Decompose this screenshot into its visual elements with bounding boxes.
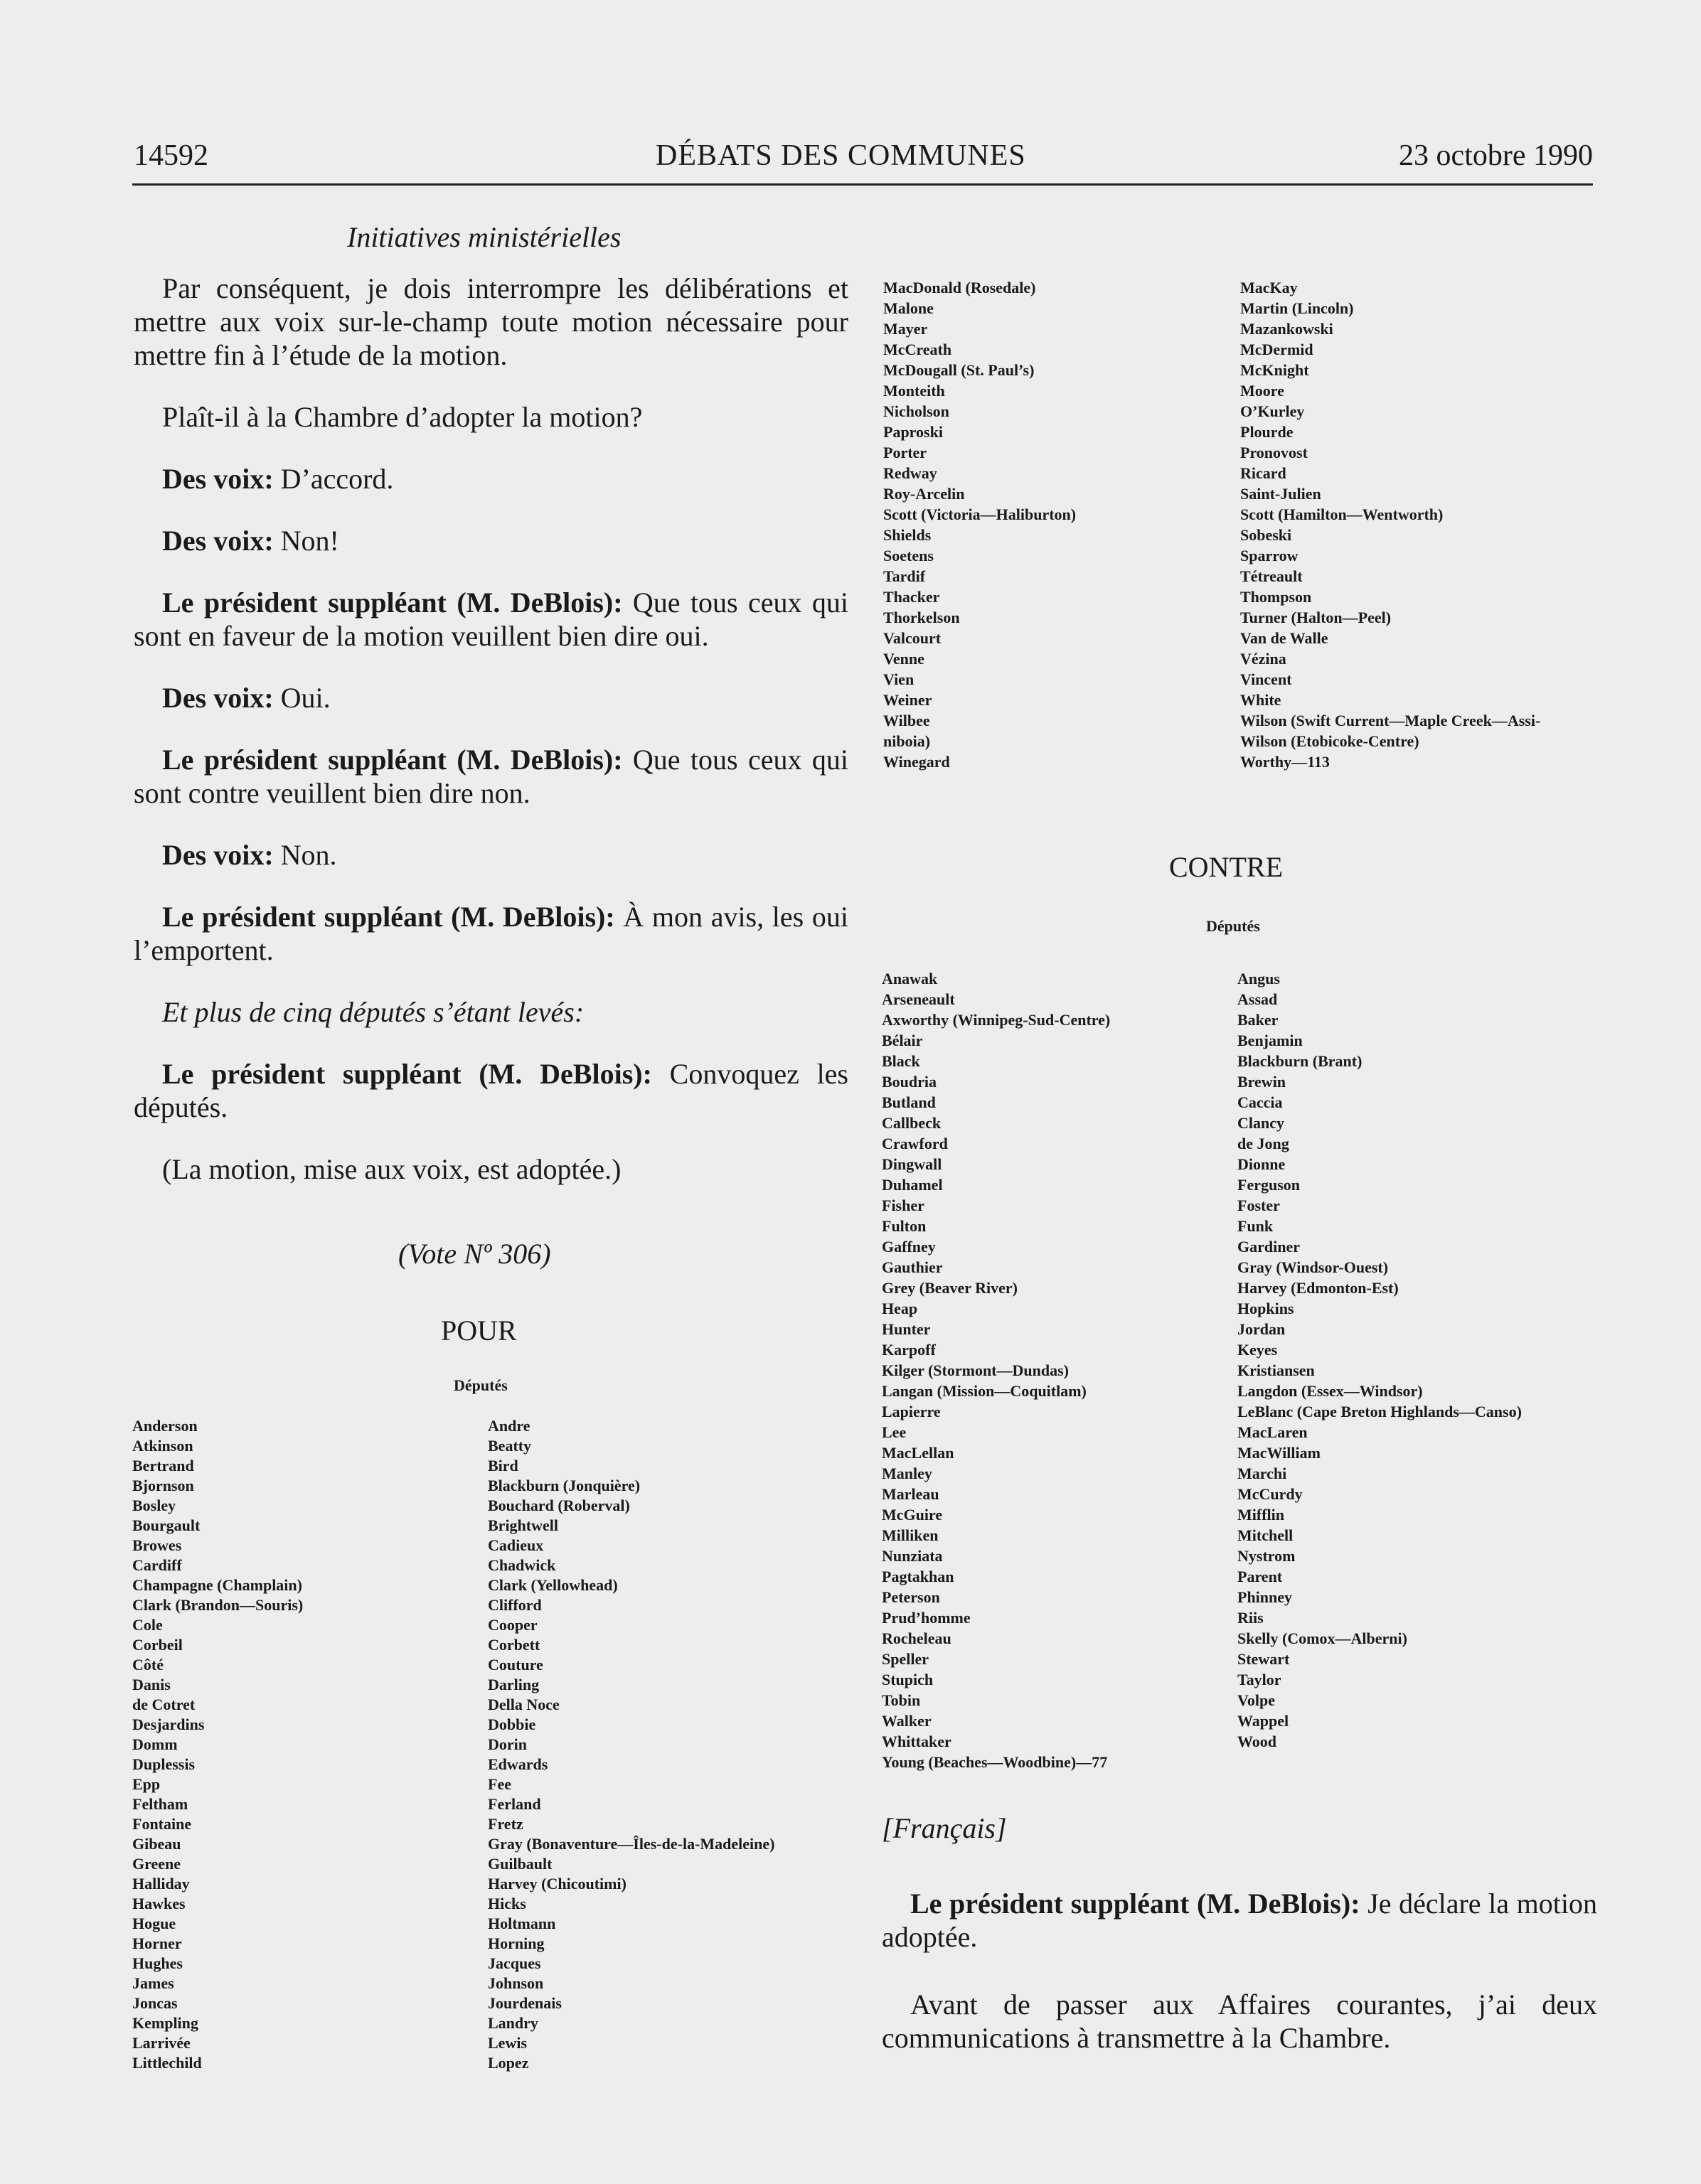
member-name: Saint-Julien xyxy=(1240,485,1321,503)
member-name: Littlechild xyxy=(132,2054,202,2072)
member-name: Mifflin xyxy=(1237,1506,1284,1524)
member-name: Chadwick xyxy=(488,1556,556,1574)
member-name: Kristiansen xyxy=(1237,1361,1315,1379)
speaker-label: Des voix: xyxy=(162,525,274,557)
member-name: Anawak xyxy=(882,970,938,987)
member-name: Stewart xyxy=(1237,1650,1290,1668)
member-name: Domm xyxy=(132,1735,178,1753)
member-name: Grey (Beaver River) xyxy=(882,1279,1018,1297)
pour-subheading: Députés xyxy=(454,1376,508,1394)
member-name: LeBlanc (Cape Breton Highlands—Canso) xyxy=(1237,1403,1522,1420)
paragraph-text: Et plus de cinq députés s’étant levés: xyxy=(162,996,585,1028)
body-paragraph xyxy=(134,995,848,1029)
member-name: Boudria xyxy=(882,1073,937,1091)
member-name: Pronovost xyxy=(1240,444,1308,461)
member-name: Andre xyxy=(488,1417,530,1435)
member-name: Redway xyxy=(883,464,937,482)
member-name: Valcourt xyxy=(883,629,942,647)
member-name: Prud’homme xyxy=(882,1609,971,1627)
member-name: Landry xyxy=(488,2014,538,2032)
member-name: Marchi xyxy=(1237,1465,1287,1482)
member-name: McKnight xyxy=(1240,361,1309,379)
member-name: Soetens xyxy=(883,547,934,564)
member-name: Lee xyxy=(882,1423,907,1441)
paragraph-text: Avant de passer aux Affaires courantes, j’ai deux communications à transmettre à la Chambre. xyxy=(882,1988,1597,2054)
member-name: Dionne xyxy=(1237,1155,1286,1173)
member-name: Tardif xyxy=(883,567,926,585)
member-name: Blackburn (Brant) xyxy=(1237,1052,1363,1070)
paragraph-text: D’accord. xyxy=(273,463,394,495)
paragraph-text: Que tous ceux qui sont contre veuillent bien dire non. xyxy=(134,744,848,809)
paragraph-text: Je déclare la motion adoptée. xyxy=(882,1888,1597,1953)
speaker-label: Le président suppléant (M. DeBlois): xyxy=(162,587,623,619)
header-rule xyxy=(132,183,1593,186)
paragraph-text: Non! xyxy=(273,525,339,557)
body-paragraph xyxy=(134,743,848,810)
member-name: Tétreault xyxy=(1240,567,1303,585)
member-name: Phinney xyxy=(1237,1588,1293,1606)
speaker-label: Le président suppléant (M. DeBlois): xyxy=(162,1058,652,1090)
member-name: Martin (Lincoln) xyxy=(1240,299,1354,317)
member-name: Wappel xyxy=(1237,1712,1289,1730)
body-paragraph xyxy=(134,400,848,434)
member-name: Fisher xyxy=(882,1197,924,1214)
member-name: Langdon (Essex—Windsor) xyxy=(1237,1382,1423,1400)
member-name: Nunziata xyxy=(882,1547,943,1565)
member-name: Desjardins xyxy=(132,1715,205,1733)
member-name: Bjornson xyxy=(132,1477,194,1494)
member-name: Wilson (Etobicoke-Centre) xyxy=(1240,732,1419,750)
contre-heading: CONTRE xyxy=(1169,851,1283,883)
member-name: McDermid xyxy=(1240,341,1313,358)
member-name: MacKay xyxy=(1240,279,1298,296)
paragraph-text: Convoquez les députés. xyxy=(134,1058,849,1123)
contre-subheading: Députés xyxy=(1206,917,1260,935)
body-paragraph xyxy=(134,681,848,714)
member-name: Winegard xyxy=(883,753,950,771)
member-name: Bouchard (Roberval) xyxy=(488,1497,630,1514)
member-name: MacLellan xyxy=(882,1444,954,1462)
member-name: Gaffney xyxy=(882,1238,936,1256)
member-name: Vézina xyxy=(1240,650,1286,668)
member-name: Horning xyxy=(488,1934,545,1952)
member-name: Worthy—113 xyxy=(1240,753,1330,771)
member-name: Cardiff xyxy=(132,1556,182,1574)
speaker-label: Le président suppléant (M. DeBlois): xyxy=(162,901,615,933)
member-name: Rocheleau xyxy=(882,1629,951,1647)
contre-list-col2 xyxy=(1237,968,1522,1752)
member-name: Fee xyxy=(488,1775,511,1793)
member-name: Lewis xyxy=(488,2034,527,2052)
member-name: Blackburn (Jonquière) xyxy=(488,1477,641,1494)
member-name: Scott (Victoria—Haliburton) xyxy=(883,505,1077,523)
member-name: Hopkins xyxy=(1237,1300,1294,1317)
member-name: James xyxy=(132,1974,174,1992)
member-name: Côté xyxy=(132,1656,164,1674)
body-paragraph xyxy=(134,1152,848,1186)
member-name: Langan (Mission—Coquitlam) xyxy=(882,1382,1087,1400)
member-name: Nystrom xyxy=(1237,1547,1296,1565)
member-name: Keyes xyxy=(1237,1341,1278,1359)
left-column-prose xyxy=(134,272,848,1214)
body-paragraph xyxy=(134,586,848,653)
member-name: Cole xyxy=(132,1616,163,1634)
member-name: Atkinson xyxy=(132,1437,193,1455)
member-name: Baker xyxy=(1237,1011,1279,1029)
member-name: Venne xyxy=(883,650,924,668)
member-name: Clark (Brandon—Souris) xyxy=(132,1596,304,1614)
member-name: Thacker xyxy=(883,588,940,606)
member-name: Arseneault xyxy=(882,990,955,1008)
member-name: Roy-Arcelin xyxy=(883,485,965,503)
member-name: Foster xyxy=(1237,1197,1280,1214)
member-name: Dorin xyxy=(488,1735,527,1753)
member-name: Monteith xyxy=(883,382,945,400)
speaker-label: Le président suppléant (M. DeBlois): xyxy=(162,744,623,776)
member-name: Cadieux xyxy=(488,1536,544,1554)
closing-paragraph xyxy=(882,1988,1597,2055)
member-name: Callbeck xyxy=(882,1114,942,1132)
body-paragraph xyxy=(134,838,848,872)
member-name: Turner (Halton—Peel) xyxy=(1240,609,1392,626)
member-name: Gauthier xyxy=(882,1258,943,1276)
member-name: Sparrow xyxy=(1240,547,1299,564)
member-name: Dingwall xyxy=(882,1155,942,1173)
paragraph-text: Plaît-il à la Chambre d’adopter la motion? xyxy=(162,401,643,433)
closing-prose xyxy=(882,1887,1597,2089)
member-name: White xyxy=(1240,691,1281,709)
member-name: Hughes xyxy=(132,1954,183,1972)
section-title: Initiatives ministérielles xyxy=(347,221,622,253)
member-name: McDougall (St. Paul’s) xyxy=(883,361,1035,379)
member-name: Clancy xyxy=(1237,1114,1284,1132)
member-name: Champagne (Champlain) xyxy=(132,1576,302,1594)
member-name: Funk xyxy=(1237,1217,1274,1235)
member-name: Hunter xyxy=(882,1320,931,1338)
member-name: Corbeil xyxy=(132,1636,183,1654)
member-name: Manley xyxy=(882,1465,932,1482)
member-name: Crawford xyxy=(882,1135,948,1152)
pour-list-col3 xyxy=(883,277,1076,772)
member-name: Jordan xyxy=(1237,1320,1286,1338)
member-name: Mazankowski xyxy=(1240,320,1333,338)
member-name: Vincent xyxy=(1240,670,1292,688)
contre-list-col1 xyxy=(882,968,1110,1772)
member-name: Darling xyxy=(488,1676,540,1693)
member-name: Jourdenais xyxy=(488,1994,562,2012)
language-marker: [Français] xyxy=(882,1812,1007,1844)
speaker-label: Le président suppléant (M. DeBlois): xyxy=(910,1888,1360,1920)
member-name: Moore xyxy=(1240,382,1284,400)
paragraph-text: Par conséquent, je dois interrompre les délibérations et mettre aux voix sur-le-champ toute motion nécessaire pour mettre fin à l’étude de la motion. xyxy=(134,272,848,371)
member-name: Hogue xyxy=(132,1915,176,1932)
member-name: Anderson xyxy=(132,1417,198,1435)
member-name: Ferland xyxy=(488,1795,541,1813)
member-name: Weiner xyxy=(883,691,932,709)
member-name: Nicholson xyxy=(883,402,949,420)
member-name: Plourde xyxy=(1240,423,1294,441)
body-paragraph xyxy=(134,900,848,967)
member-name: Paproski xyxy=(883,423,943,441)
member-name: Benjamin xyxy=(1237,1032,1303,1049)
member-name: Tobin xyxy=(882,1691,921,1709)
member-name: Speller xyxy=(882,1650,929,1668)
member-name: Heap xyxy=(882,1300,918,1317)
member-name: Porter xyxy=(883,444,927,461)
member-name: Stupich xyxy=(882,1671,934,1688)
member-name: O’Kurley xyxy=(1240,402,1305,420)
member-name: Horner xyxy=(132,1934,182,1952)
pour-list-col4 xyxy=(1240,277,1540,772)
member-name: Thorkelson xyxy=(883,609,960,626)
member-name: Browes xyxy=(132,1536,182,1554)
member-name: Peterson xyxy=(882,1588,940,1606)
member-name: Brightwell xyxy=(488,1516,558,1534)
member-name: Greene xyxy=(132,1855,181,1873)
member-name: Fulton xyxy=(882,1217,927,1235)
page-number: 14592 xyxy=(134,139,208,172)
member-name: Whittaker xyxy=(882,1733,951,1750)
member-name: Bird xyxy=(488,1457,518,1474)
member-name: Wilson (Swift Current—Maple Creek—Assi- xyxy=(1240,712,1541,729)
member-name: Bélair xyxy=(882,1032,923,1049)
member-name: Della Noce xyxy=(488,1696,560,1713)
body-paragraph xyxy=(134,462,848,496)
member-name: Volpe xyxy=(1237,1691,1275,1709)
member-name: Epp xyxy=(132,1775,161,1793)
paragraph-text: À mon avis, les oui l’emportent. xyxy=(134,901,849,966)
member-name: Edwards xyxy=(488,1755,548,1773)
paragraph-text: (La motion, mise aux voix, est adoptée.) xyxy=(162,1153,622,1185)
member-name: Wilbee xyxy=(883,712,930,729)
member-name: Black xyxy=(882,1052,920,1070)
member-name: McCurdy xyxy=(1237,1485,1303,1503)
speaker-label: Des voix: xyxy=(162,463,274,495)
member-name: niboia) xyxy=(883,732,931,750)
member-name: Vien xyxy=(883,670,915,688)
member-name: Ricard xyxy=(1240,464,1286,482)
member-name: Feltham xyxy=(132,1795,188,1813)
member-name: Sobeski xyxy=(1240,526,1292,544)
publication-date: 23 octobre 1990 xyxy=(1399,139,1593,172)
member-name: Gibeau xyxy=(132,1835,181,1853)
member-name: Bertrand xyxy=(132,1457,194,1474)
member-name: Clifford xyxy=(488,1596,542,1614)
member-name: Larrivée xyxy=(132,2034,191,2052)
member-name: Cooper xyxy=(488,1616,538,1634)
member-name: Angus xyxy=(1237,970,1280,987)
member-name: Mitchell xyxy=(1237,1526,1294,1544)
member-name: Ferguson xyxy=(1237,1176,1300,1194)
pour-list-col2 xyxy=(488,1416,774,2073)
member-name: Halliday xyxy=(132,1875,190,1893)
pour-list-col1 xyxy=(132,1416,303,2073)
member-name: Gardiner xyxy=(1237,1238,1300,1256)
member-name: Danis xyxy=(132,1676,171,1693)
member-name: Riis xyxy=(1237,1609,1264,1627)
member-name: Clark (Yellowhead) xyxy=(488,1576,618,1594)
member-name: McCreath xyxy=(883,341,952,358)
member-name: MacWilliam xyxy=(1237,1444,1321,1462)
member-name: Kilger (Stormont—Dundas) xyxy=(882,1361,1069,1379)
member-name: Beatty xyxy=(488,1437,532,1455)
speaker-label: Des voix: xyxy=(162,682,274,714)
paragraph-text: Que tous ceux qui sont en faveur de la motion veuillent bien dire oui. xyxy=(134,587,848,652)
member-name: Walker xyxy=(882,1712,932,1730)
member-name: Joncas xyxy=(132,1994,178,2012)
member-name: Gray (Windsor-Ouest) xyxy=(1237,1258,1389,1276)
speaker-label: Des voix: xyxy=(162,839,274,871)
member-name: de Jong xyxy=(1237,1135,1289,1152)
member-name: Fretz xyxy=(488,1815,523,1833)
member-name: MacLaren xyxy=(1237,1423,1308,1441)
member-name: Pagtakhan xyxy=(882,1568,954,1585)
member-name: Gray (Bonaventure—Îles-de-la-Madeleine) xyxy=(488,1835,775,1853)
member-name: Hawkes xyxy=(132,1895,186,1912)
member-name: Young (Beaches—Woodbine)—77 xyxy=(882,1753,1108,1771)
paragraph-text: Oui. xyxy=(273,682,331,714)
member-name: Jacques xyxy=(488,1954,541,1972)
member-name: Skelly (Comox—Alberni) xyxy=(1237,1629,1407,1647)
member-name: Brewin xyxy=(1237,1073,1286,1091)
paragraph-text: Non. xyxy=(273,839,337,871)
member-name: Duplessis xyxy=(132,1755,196,1773)
member-name: Guilbault xyxy=(488,1855,553,1873)
member-name: MacDonald (Rosedale) xyxy=(883,279,1036,296)
member-name: Corbett xyxy=(488,1636,540,1654)
member-name: Lopez xyxy=(488,2054,529,2072)
vote-title: (Vote Nº 306) xyxy=(398,1238,551,1270)
member-name: Karpoff xyxy=(882,1341,936,1359)
member-name: Fontaine xyxy=(132,1815,192,1833)
member-name: Couture xyxy=(488,1656,543,1674)
member-name: Lapierre xyxy=(882,1403,941,1420)
member-name: Parent xyxy=(1237,1568,1283,1585)
member-name: Malone xyxy=(883,299,934,317)
member-name: Axworthy (Winnipeg-Sud-Centre) xyxy=(882,1011,1111,1029)
member-name: Duhamel xyxy=(882,1176,943,1194)
member-name: Butland xyxy=(882,1093,936,1111)
publication-title: DÉBATS DES COMMUNES xyxy=(656,139,1026,172)
member-name: Van de Walle xyxy=(1240,629,1328,647)
member-name: Mayer xyxy=(883,320,928,338)
member-name: Bosley xyxy=(132,1497,176,1514)
member-name: Harvey (Chicoutimi) xyxy=(488,1875,626,1893)
body-paragraph xyxy=(134,1057,848,1124)
member-name: McGuire xyxy=(882,1506,943,1524)
member-name: Holtmann xyxy=(488,1915,556,1932)
member-name: Bourgault xyxy=(132,1516,201,1534)
body-paragraph xyxy=(134,524,848,557)
member-name: Johnson xyxy=(488,1974,544,1992)
member-name: Wood xyxy=(1237,1733,1277,1750)
member-name: Shields xyxy=(883,526,932,544)
member-name: Thompson xyxy=(1240,588,1312,606)
member-name: Marleau xyxy=(882,1485,939,1503)
member-name: Scott (Hamilton—Wentworth) xyxy=(1240,505,1444,523)
member-name: Taylor xyxy=(1237,1671,1281,1688)
member-name: Harvey (Edmonton-Est) xyxy=(1237,1279,1399,1297)
member-name: Dobbie xyxy=(488,1715,536,1733)
pour-heading: POUR xyxy=(441,1315,517,1347)
member-name: Kempling xyxy=(132,2014,198,2032)
member-name: de Cotret xyxy=(132,1696,196,1713)
member-name: Milliken xyxy=(882,1526,939,1544)
member-name: Assad xyxy=(1237,990,1278,1008)
member-name: Hicks xyxy=(488,1895,526,1912)
closing-paragraph xyxy=(882,1887,1597,1954)
member-name: Caccia xyxy=(1237,1093,1283,1111)
body-paragraph xyxy=(134,272,848,372)
